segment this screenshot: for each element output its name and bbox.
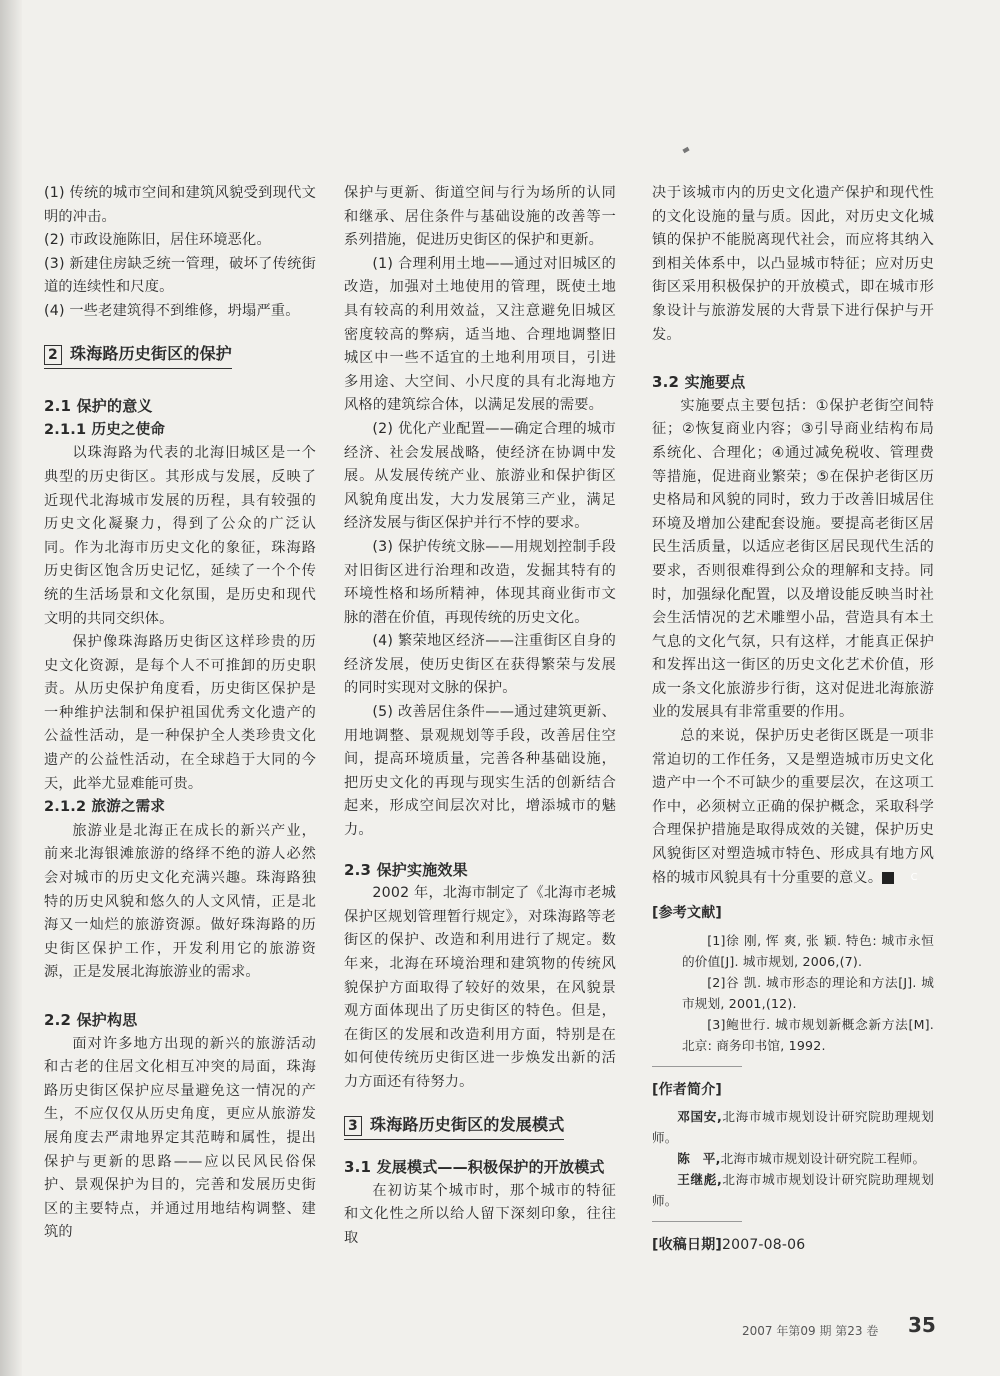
column-1 bbox=[44, 182, 316, 1245]
paragraph: 保护像珠海路历史街区这样珍贵的历史文化资源，是每个人不可推卸的历史职责。从历史保护角度看，历史街区保护是一种维护法制和保护祖国优秀文化遗产的公益性活动，是一种保护全人类珍贵文化遗产的公益性活动，在全球趋于大同的今天，此举尤显难能可贵。 bbox=[44, 634, 316, 792]
paragraph: 以珠海路为代表的北海旧城区是一个典型的历史街区。其形成与发展，反映了近现代北海城市发展的历程，具有较强的历史文化凝聚力，得到了公众的广泛认同。作为北海市历史文化的象征，珠海路历史街区饱含历史记忆，延续了一个个传统的生活场景和文化氛围，是历史和现代文明的共同交织体。 bbox=[44, 445, 316, 627]
author-item bbox=[652, 1148, 934, 1169]
list-item: (4) 一些老建筑得不到维修，坍塌严重。 bbox=[44, 302, 300, 319]
received-date-label: [收稿日期] bbox=[652, 1237, 722, 1254]
subsection-heading: 3.1 发展模式——积极保护的开放模式 bbox=[344, 1158, 605, 1177]
author-desc: 北海市城市规划设计研究院助理规划师。 bbox=[652, 1109, 934, 1146]
list-item: (1) 传统的城市空间和建筑风貌受到现代文明的冲击。 bbox=[44, 185, 316, 225]
paragraph: 旅游业是北海正在成长的新兴产业，前来北海银滩旅游的络绎不绝的游人必然会对城市的历史文化充满兴趣。珠海路独特的历史风貌和悠久的人文风情，正是北海又一灿烂的旅游资源。做好珠海路的历史街区保护工作，开发利用它的旅游资源，正是发展北海旅游业的需求。 bbox=[44, 822, 316, 981]
paragraph bbox=[652, 725, 934, 890]
paragraph: 决于该城市内的历史文化遗产保护和现代性的文化设施的量与质。因此，对历史文化城镇的保护不能脱离现代社会，而应将其纳入到相关体系中，以凸显城市特征；应对历史街区采用积极保护的开放模式，即在城市形象设计与旅游发展的大背景下进行保护与开发。 bbox=[652, 185, 934, 343]
subsubsection-heading: 2.1.1 历史之使命 bbox=[44, 421, 166, 438]
page-gutter-shadow bbox=[0, 0, 22, 1376]
end-mark-icon: C bbox=[882, 872, 894, 884]
reference-item: [2]谷 凯. 城市形态的理论和方法[J]. 城市规划, 2001,(12). bbox=[682, 974, 934, 1011]
paragraph: 在初访某个城市时，那个城市的特征和文化性之所以给人留下深刻印象，往往取 bbox=[344, 1182, 616, 1246]
section-number: 3 bbox=[344, 1116, 362, 1136]
author-item bbox=[652, 1106, 934, 1148]
paragraph: 2002 年，北海市制定了《北海市老城保护区规划管理暂行规定》，对珠海路等老街区的保护、改造和利用进行了规定。数年来，北海在环境治理和建筑物的传统风貌保护方面取得了较好的效果，在风貌景观方面体现出了历史街区的特色。但是，在街区的发展和改造利用方面，特别是在如何使传统历史街区进一步焕发出新的活力方面还有待努力。 bbox=[344, 885, 616, 1090]
section-number: 2 bbox=[44, 345, 62, 365]
subsection-heading: 3.2 实施要点 bbox=[652, 373, 746, 392]
divider bbox=[652, 1066, 742, 1067]
paragraph: 面对许多地方出现的新兴的旅游活动和古老的住居文化相互冲突的局面，珠海路历史街区保护应尽量避免这一情况的产生，不应仅仅从历史角度，更应从旅游发展角度去严肃地界定其范畴和属性，提出保护与更新的思路——应以民风民俗保护、景观保护为目的，完善和发展历史街区的主要特点，并通过用地结构调整、建筑的 bbox=[44, 1035, 316, 1241]
section-title: 珠海路历史街区的发展模式 bbox=[370, 1114, 565, 1134]
received-date-value: 2007-08-06 bbox=[722, 1237, 806, 1254]
paragraph: (1) 合理利用土地——通过对旧城区的改造，加强对土地使用的管理，既使土地具有较高的利用效益，又注意避免旧城区密度较高的弊病，适当地、合理地调整旧城区中一些不适宜的土地利用项目，引进多用途、大空间、小尺度的具有北海地方风格的建筑综合体，以满足发展的需要。 bbox=[344, 255, 616, 414]
author-item bbox=[652, 1169, 934, 1211]
received-date bbox=[652, 1234, 934, 1258]
author-desc: 北海市城市规划设计研究院工程师。 bbox=[720, 1151, 926, 1167]
subsection-heading: 2.3 保护实施效果 bbox=[344, 860, 468, 879]
paragraph: 保护与更新、街道空间与行为场所的认同和继承、居住条件与基础设施的改善等一系列措施，促进历史街区的保护和更新。 bbox=[344, 185, 616, 249]
paragraph: (5) 改善居住条件——通过建筑更新、用地调整、景观规划等手段，改善居住空间，提高环境质量，完善各种基础设施，把历史文化的再现与现实生活的创新结合起来，形成空间层次对比，增添城市的魅力。 bbox=[344, 704, 616, 839]
references-heading: [参考文献] bbox=[652, 905, 722, 922]
page-number: 35 bbox=[908, 1313, 936, 1337]
reference-item: [3]鲍世行. 城市规划新概念新方法[M]. 北京: 商务印书馆, 1992. bbox=[682, 1016, 934, 1053]
subsection-heading: 2.1 保护的意义 bbox=[44, 397, 153, 416]
reference-item: [1]徐 刚, 恽 爽, 张 颖. 特色: 城市永恒的价值[J]. 城市规划, 2006,(7). bbox=[682, 932, 934, 969]
list-item: (3) 新建住房缺乏统一管理，破坏了传统街道的连续性和尺度。 bbox=[44, 255, 316, 296]
divider bbox=[652, 1221, 742, 1222]
scan-speck bbox=[682, 147, 689, 153]
column-2 bbox=[344, 182, 616, 1251]
author-name: 邓国安, bbox=[677, 1109, 722, 1125]
author-desc: 北海市城市规划设计研究院助理规划师。 bbox=[652, 1172, 934, 1209]
section-title: 珠海路历史街区的保护 bbox=[70, 343, 233, 363]
issue-info: 2007 年第09 期 第23 卷 bbox=[742, 1324, 879, 1338]
list-item: (2) 市政设施陈旧，居住环境恶化。 bbox=[44, 232, 271, 249]
paragraph-text: 总的来说，保护历史老街区既是一项非常迫切的工作任务，又是塑造城市历史文化遗产中一个不可缺少的重要层次，在这项工作中，必须树立正确的保护概念，采取科学合理保护措施是取得成效的关键，保护历史风貌街区对塑造城市特色、形成具有地方风格的城市风貌具有十分重要的意义。 bbox=[652, 728, 934, 886]
author-info-heading: [作者简介] bbox=[652, 1081, 722, 1098]
section-2-heading bbox=[44, 342, 232, 370]
subsection-heading: 2.2 保护构思 bbox=[44, 1011, 138, 1029]
section-3-heading bbox=[344, 1113, 564, 1141]
author-name: 陈 平, bbox=[677, 1151, 721, 1167]
subsubsection-heading: 2.1.2 旅游之需求 bbox=[44, 799, 166, 816]
paragraph: 实施要点主要包括：①保护老街空间特征；②恢复商业内容；③引导商业结构布局系统化、合理化；④通过减免税收、管理费等措施，促进商业繁荣；⑤在保护老街区历史格局和风貌的同时，致力于改善旧城居住环境及增加公建配套设施。要提高老街区居民生活质量，以适应老街区居民现代生活的要求，否则很难得到公众的理解和支持。同时，加强绿化配置，以及增设能反映当时社会生活情况的艺术雕塑小品，营造具有本土气息的文化气氛，只有这样，才能真正保护和发挥出这一街区的历史文化艺术价值，形成一条文化旅游步行街，这对促进北海旅游业的发展具有非常重要的作用。 bbox=[652, 397, 934, 721]
paragraph: (4) 繁荣地区经济——注重街区自身的经济发展，使历史街区在获得繁荣与发展的同时实现对文脉的保护。 bbox=[344, 633, 616, 697]
column-3 bbox=[652, 182, 934, 1262]
author-name: 王继彪, bbox=[677, 1172, 722, 1188]
paragraph: (3) 保护传统文脉——用规划控制手段对旧街区进行治理和改造，发掘其特有的环境性格和场所精神，体现其商业街市文脉的潜在价值，再现传统的历史文化。 bbox=[344, 538, 616, 626]
paragraph: (2) 优化产业配置——确定合理的城市经济、社会发展战略，使经济在协调中发展。从发展传统产业、旅游业和保护街区风貌角度出发，大力发展第三产业，满足经济发展与街区保护并行不悖的要求。 bbox=[344, 420, 616, 532]
